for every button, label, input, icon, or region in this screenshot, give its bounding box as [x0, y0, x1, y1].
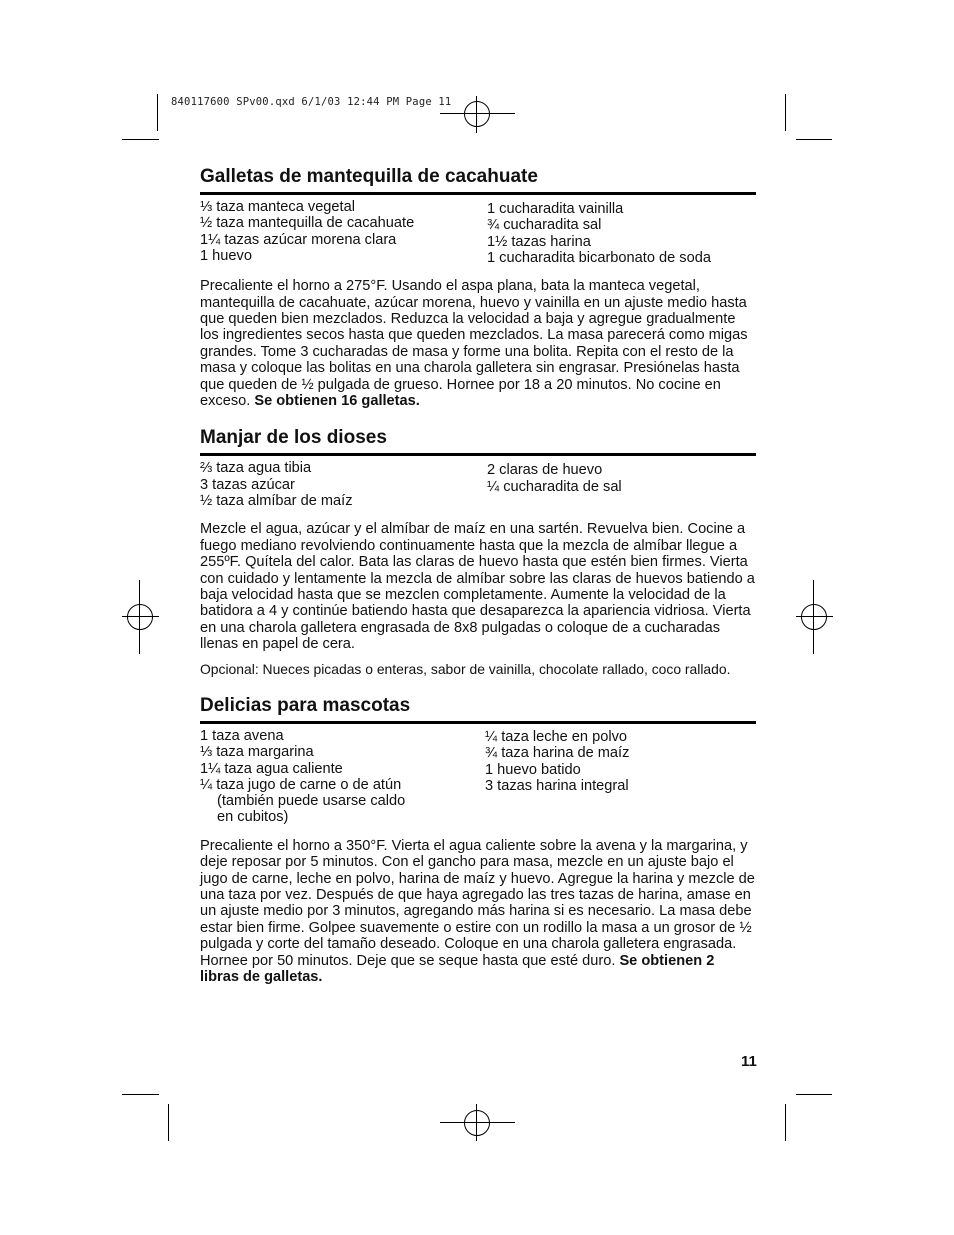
ingredient-item: ¼ cucharadita de sal: [487, 478, 622, 495]
ingredient-list: [200, 728, 756, 826]
ingredient-item: 1 huevo batido: [485, 761, 581, 778]
recipe-optional-note: Opcional: Nueces picadas o enteras, sabor de vainilla, chocolate rallado, coco rallado.: [200, 660, 731, 677]
recipe-title: Manjar de los dioses: [200, 427, 756, 456]
ingredient-item: 1 taza avena: [200, 727, 284, 744]
ingredient-item: 1¼ tazas azúcar morena clara: [200, 231, 397, 248]
crop-mark: [122, 1094, 159, 1095]
crop-mark: [796, 1094, 832, 1095]
ingredient-item-note: en cubitos): [217, 809, 289, 826]
ingredient-item: 1 huevo: [200, 247, 252, 264]
recipe-instructions: [200, 278, 756, 409]
recipe-title: Galletas de mantequilla de cacahuate: [200, 166, 756, 195]
ingredient-column-right: [487, 199, 756, 266]
page-number: 11: [741, 1053, 757, 1070]
ingredient-item: ⅓ taza margarina: [200, 744, 314, 761]
recipe-instructions: [200, 838, 756, 986]
ingredient-item: 1¼ taza agua caliente: [200, 760, 343, 777]
recipe-yield: Se obtienen 2 libras de galletas.: [200, 952, 715, 986]
ingredient-column-left: [200, 460, 487, 509]
instructions-text: Precaliente el horno a 275°F. Usando el aspa plana, bata la manteca vegetal, mantequilla de cacahuate, azúcar morena, huevo y vainilla en un ajuste medio hasta que queden bien mezclados. Reduzca la velocidad a baja y agregue gradualmente los ingredientes secos hasta que queden mezclados. La masa parecerá como migas grandes. Tome 3 cucharadas de masa y forme una bolita. Repita con el resto de la masa y coloque las bolitas en una charola galletera sin engrasar. Presiónelas hasta que queden de ½ pulgada de grueso. Hornee por 18 a 20 minutos. No cocine en exceso.: [200, 278, 748, 410]
recipe-yield: Se obtienen 16 galletas.: [254, 393, 420, 410]
recipe-divinity: [200, 427, 756, 677]
ingredient-list: [200, 199, 756, 266]
recipe-peanut-butter-cookies: [200, 166, 756, 409]
ingredient-item: ⅔ taza agua tibia: [200, 460, 312, 477]
ingredient-item: 1 cucharadita bicarbonato de soda: [487, 249, 711, 266]
ingredient-item: 1½ tazas harina: [487, 233, 591, 250]
ingredient-item: 3 tazas azúcar: [200, 476, 295, 493]
crop-mark: [796, 139, 832, 140]
crop-mark: [168, 1104, 169, 1141]
crop-mark: [785, 94, 786, 131]
crop-mark: [122, 139, 159, 140]
ingredient-item: ¾ taza harina de maíz: [485, 745, 630, 762]
recipe-page-content: [200, 166, 756, 985]
recipe-instructions: Mezcle el agua, azúcar y el almíbar de maíz en una sartén. Revuelva bien. Cocine a fuego mediano revolviendo continuamente hasta que la mezcla de almíbar llegue a 255ºF. Quítela del calor. Bata las claras de huevo hasta que estén bien firmes. Vierta con cuidado y lentamente la mezcla de almíbar sobre las claras de huevos batiendo a baja velocidad hasta que se mezclen completamente. Aumente la velocidad de la batidora a 4 y continúe batiendo hasta que desaparezca la apariencia vidriosa. Vierta en una charola galletera engrasada de 8x8 pulgadas o coloque de a cucharadas llenas en papel de cera.: [200, 521, 755, 653]
crop-mark: [785, 1104, 786, 1141]
ingredient-item: ⅓ taza manteca vegetal: [200, 199, 355, 215]
ingredient-item: ¾ cucharadita sal: [487, 217, 602, 234]
ingredient-column-left: [200, 728, 487, 826]
ingredient-item: ½ taza almíbar de maíz: [200, 493, 353, 510]
ingredient-item: 2 claras de huevo: [487, 462, 603, 479]
ingredient-column-left: [200, 199, 487, 266]
ingredient-list: [200, 460, 756, 509]
ingredient-column-right: [487, 460, 756, 509]
ingredient-item-note: (también puede usarse caldo: [217, 793, 406, 810]
printer-slug-line: 840117600 SPv00.qxd 6/1/03 12:44 PM Page 11: [171, 96, 452, 108]
ingredient-item: ½ taza mantequilla de cacahuate: [200, 215, 415, 232]
ingredient-item: ¼ taza jugo de carne o de atún: [200, 776, 402, 793]
ingredient-column-right: [485, 728, 756, 826]
recipe-pet-treats: [200, 695, 756, 985]
ingredient-item: ¼ taza leche en polvo: [485, 728, 627, 745]
recipe-title: Delicias para mascotas: [200, 695, 756, 724]
instructions-text: Precaliente el horno a 350°F. Vierta el agua caliente sobre la avena y la margarina, y deje reposar por 5 minutos. Con el gancho para masa, mezcle en un ajuste bajo el jugo de carne, leche en polvo, harina de maíz y huevo. Agregue la harina y mezcle de una taza por vez. Después de que haya agregado las tres tazas de harina, amase en un ajuste medio por 3 minutos, agregando más harina si es necesario. La masa debe estar bien firme. Golpee suavemente o estire con un rodillo la masa a un grosor de ½ pulgada y corte del tamaño deseado. Coloque en una charola galletera engrasada. Hornee por 50 minutos. Deje que se seque hasta que esté duro.: [200, 837, 755, 969]
crop-mark: [157, 94, 158, 131]
ingredient-item: 3 tazas harina integral: [485, 777, 629, 794]
ingredient-item: 1 cucharadita vainilla: [487, 201, 624, 217]
